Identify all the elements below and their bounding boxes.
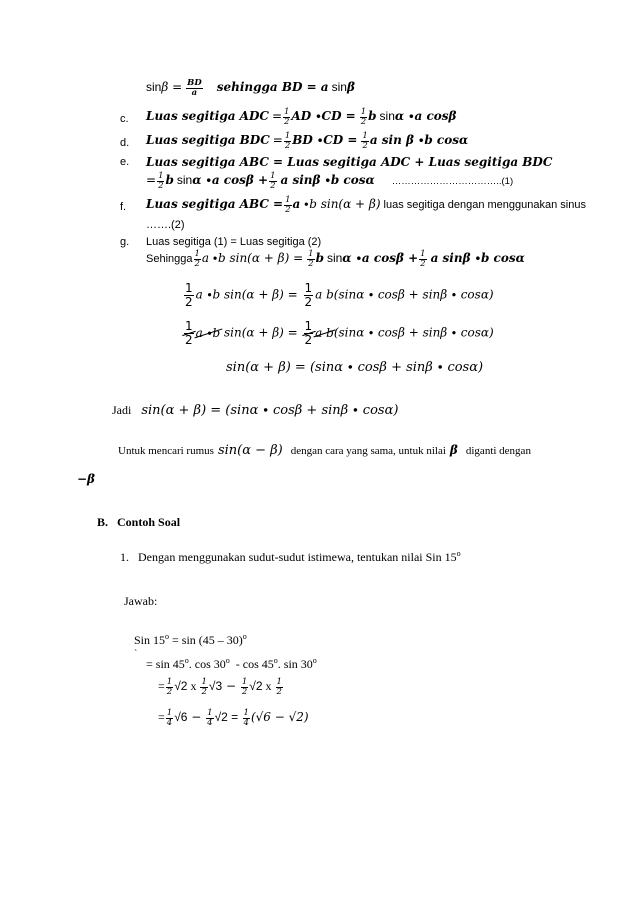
sehingga-text: sehingga BD = a bbox=[216, 79, 329, 94]
equals: = bbox=[272, 132, 283, 147]
degree-sup: o bbox=[456, 549, 461, 558]
big1-lhs: a ∙b sin(α + β) = bbox=[195, 287, 298, 302]
section-title: Contoh Soal bbox=[117, 515, 181, 529]
minus-beta: −β bbox=[77, 472, 96, 486]
section-b-heading bbox=[97, 515, 180, 530]
item-f-formula bbox=[146, 196, 586, 214]
b-var: b bbox=[368, 108, 377, 123]
g-mid: α ∙a cosβ + bbox=[342, 250, 419, 265]
jadi-formula: sin(α + β) = (sinα ∙ cosβ + sinβ ∙ cosα) bbox=[141, 403, 399, 418]
quarter-fraction: $\frac{1}{4}$ bbox=[207, 708, 213, 728]
a-var: a bbox=[292, 196, 301, 211]
equals: = bbox=[158, 678, 165, 693]
half-fraction: $\frac{1}{2}$ bbox=[420, 249, 426, 269]
item-g-label: g. bbox=[120, 236, 130, 248]
half-fraction-cancelled: $\frac{1}{2}$ bbox=[304, 319, 313, 347]
item-c-formula bbox=[146, 108, 457, 126]
equals: = bbox=[227, 709, 242, 724]
conclusion-line bbox=[112, 401, 398, 419]
untuk-text: Untuk mencari rumus bbox=[118, 445, 214, 457]
quarter-fraction: $\frac{1}{4}$ bbox=[243, 708, 249, 728]
half-fraction: $\frac{1}{2}$ bbox=[241, 677, 248, 697]
e-rest: a sinβ ∙b cosα bbox=[280, 172, 375, 187]
e-mid: α ∙a cosβ + bbox=[192, 172, 269, 187]
sqrt2: √2 bbox=[174, 678, 188, 693]
equals: = bbox=[158, 709, 165, 724]
half-fraction: $\frac{1}{2}$ bbox=[308, 249, 314, 269]
half-fraction: $\frac{1}{2}$ bbox=[270, 171, 276, 191]
sehingga-text: Sehingga bbox=[146, 252, 193, 265]
item-g-formula bbox=[146, 250, 525, 268]
luas-adc: Luas segitiga ADC bbox=[146, 108, 269, 123]
half-fraction: $\frac{1}{2}$ bbox=[166, 677, 173, 697]
degree-sup: o bbox=[312, 656, 317, 665]
expanded-equation-1 bbox=[182, 282, 494, 308]
bd-over-a-fraction: $\frac{BD}{a}$ bbox=[187, 78, 202, 98]
jawab-label: Jawab: bbox=[124, 594, 158, 608]
big2-lhs: sin(α + β) = bbox=[224, 325, 298, 340]
sin-text: sin bbox=[326, 250, 343, 265]
c-rest: α ∙a cosβ bbox=[394, 108, 457, 123]
half-fraction: $\frac{1}{2}$ bbox=[360, 107, 367, 127]
g-rest: a sinβ ∙b cosα bbox=[430, 250, 525, 265]
degree-sup: o bbox=[225, 656, 230, 665]
tick-mark: ` bbox=[134, 649, 138, 660]
beta-var: β bbox=[449, 443, 458, 457]
half-fraction: $\frac{1}{2}$ bbox=[194, 249, 200, 269]
big1-rhs: a b(sinα ∙ cosβ + sinβ ∙ cosα) bbox=[315, 287, 494, 302]
f-description: luas segitiga dengan menggunakan sinus bbox=[383, 198, 586, 211]
times: x bbox=[187, 678, 200, 693]
solution-line-2 bbox=[146, 656, 317, 672]
quarter-fraction: $\frac{1}{4}$ bbox=[166, 708, 173, 728]
cancelled-ab: a ∙b bbox=[195, 325, 221, 340]
problem-number: 1. bbox=[120, 550, 129, 564]
bd-relation-line bbox=[146, 79, 355, 97]
section-label: B. bbox=[97, 515, 109, 529]
untuk-text-2: dengan cara yang sama, untuk nilai bbox=[290, 445, 446, 457]
minus: − bbox=[222, 678, 240, 693]
minus: − bbox=[187, 709, 206, 724]
sin-alpha-minus-beta: sin(α − β) bbox=[217, 443, 283, 458]
equation-2-marker: …….(2) bbox=[146, 219, 185, 231]
half-fraction-large: $\frac{1}{2}$ bbox=[304, 281, 313, 309]
degree-sup: o bbox=[242, 632, 247, 641]
d-rest: a sin β ∙b cosα bbox=[369, 132, 469, 147]
item-e-line2 bbox=[146, 172, 513, 190]
final-answer: (√6 − √2) bbox=[250, 709, 309, 724]
degree-sup: o bbox=[273, 656, 278, 665]
sin30: . sin 30 bbox=[277, 657, 313, 671]
sqrt2: √2 bbox=[214, 709, 228, 724]
half-fraction-large: $\frac{1}{2}$ bbox=[185, 281, 193, 309]
big2-rhs: (sinα ∙ cosβ + sinβ ∙ cosα) bbox=[333, 325, 494, 340]
beta-text: β bbox=[346, 79, 355, 94]
cos30: . cos 30 bbox=[188, 657, 226, 671]
problem-1 bbox=[120, 549, 461, 565]
luas-bdc: Luas segitiga BDC bbox=[146, 132, 270, 147]
bd-cd: BD ∙CD = bbox=[292, 132, 358, 147]
sqrt3: √3 bbox=[208, 678, 223, 693]
b-sin-eq: ∙b sin(α + β) = bbox=[212, 250, 304, 265]
a-var: a bbox=[201, 250, 210, 265]
b-sin-alpha-plus-beta: ∙b sin(α + β) bbox=[303, 196, 381, 211]
half-fraction-cancelled: $\frac{1}{2}$ bbox=[185, 319, 193, 347]
sin45: = sin 45 bbox=[146, 657, 185, 671]
cancelled-equation bbox=[182, 320, 494, 346]
b-var: b bbox=[315, 250, 324, 265]
sqrt2: √2 bbox=[249, 678, 263, 693]
sin-45-30: = sin (45 – 30) bbox=[169, 633, 243, 647]
sin-text-2: sin bbox=[331, 79, 347, 94]
item-c-label: c. bbox=[120, 113, 129, 125]
half-fraction: $\frac{1}{2}$ bbox=[284, 131, 291, 151]
cos45: - cos 45 bbox=[229, 657, 274, 671]
equals: = bbox=[271, 108, 282, 123]
sin-text: sin bbox=[146, 79, 162, 94]
half-fraction: $\frac{1}{2}$ bbox=[201, 677, 207, 697]
equation-1-marker: ……………………………..(1) bbox=[391, 175, 514, 187]
item-d-formula bbox=[146, 132, 468, 150]
difference-formula-note bbox=[118, 441, 531, 459]
sqrt6: √6 bbox=[174, 709, 188, 724]
item-e-label: e. bbox=[120, 156, 130, 168]
b-var: b bbox=[165, 172, 174, 187]
solution-line-1 bbox=[134, 632, 247, 648]
jadi-text: Jadi bbox=[112, 403, 132, 417]
sin15-text: Sin 15 bbox=[134, 633, 166, 647]
half-fraction: $\frac{1}{2}$ bbox=[285, 195, 291, 215]
equals: = bbox=[146, 172, 157, 187]
sin-text: sin bbox=[176, 172, 193, 187]
half-fraction: $\frac{1}{2}$ bbox=[158, 171, 164, 191]
half-fraction: $\frac{1}{2}$ bbox=[284, 107, 290, 127]
solution-line-3 bbox=[158, 678, 284, 696]
degree-sup: o bbox=[184, 656, 189, 665]
times: x bbox=[262, 678, 275, 693]
item-e-line1: Luas segitiga ABC = Luas segitiga ADC + Luas segitiga BDC bbox=[146, 155, 553, 169]
untuk-text-3: diganti dengan bbox=[465, 445, 531, 457]
cancelled-ab-rhs: a b bbox=[315, 325, 334, 340]
beta-eq: β = bbox=[161, 79, 183, 94]
item-g-text: Luas segitiga (1) = Luas segitiga (2) bbox=[146, 236, 322, 248]
solution-line-4 bbox=[158, 709, 309, 727]
ad-cd: AD ∙CD = bbox=[291, 108, 356, 123]
item-f-label: f. bbox=[120, 201, 127, 213]
sin-text: sin bbox=[379, 108, 395, 123]
degree-sup: o bbox=[165, 632, 170, 641]
item-d-label: d. bbox=[120, 137, 130, 149]
problem-text: Dengan menggunakan sudut-sudut istimewa, tentukan nilai Sin 15 bbox=[138, 550, 457, 564]
luas-abc: Luas segitiga ABC = bbox=[146, 196, 284, 211]
half-fraction: $\frac{1}{2}$ bbox=[276, 677, 282, 697]
half-fraction: $\frac{1}{2}$ bbox=[362, 131, 368, 151]
sum-formula: sin(α + β) = (sinα ∙ cosβ + sinβ ∙ cosα) bbox=[226, 360, 484, 375]
